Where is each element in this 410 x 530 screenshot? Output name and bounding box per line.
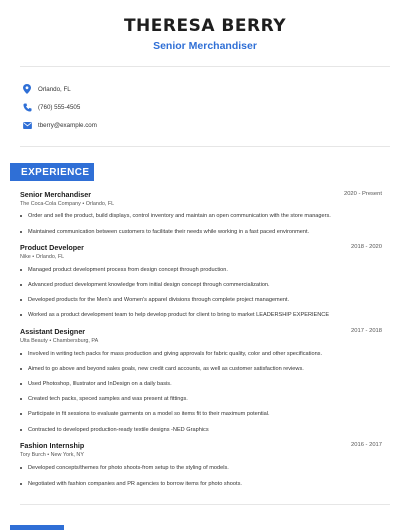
job-company-line: Nike • Orlando, FL <box>20 254 65 260</box>
contact-email-text: tberry@example.com <box>38 121 97 129</box>
resume-role: Senior Merchandiser <box>153 40 257 52</box>
job-bullet: Worked as a product development team to help develop product for client to bring to market LEADERSHIP EXPERIENCE <box>20 312 329 318</box>
job-bullet: Developed products for the Men's and Women's apparel divisions through complete project management. <box>20 297 289 303</box>
footer-divider <box>20 504 390 505</box>
job-bullet: Negotiated with fashion companies and PR agencies to borrow items for photo shoots. <box>20 481 242 487</box>
contact-location-text: Orlando, FL <box>38 85 71 93</box>
job-location: Chambersburg, PA <box>52 338 99 344</box>
job-dates: 2018 - 2020 <box>351 244 382 250</box>
job-title: Senior Merchandiser <box>20 190 92 199</box>
job-bullet: Created tech packs, speced samples and was present at fittings. <box>20 396 188 402</box>
job-company-line: Ulta Beauty • Chambersburg, PA <box>20 338 99 344</box>
job-company: Nike <box>20 254 31 260</box>
job-dates: 2020 - Present <box>343 191 382 197</box>
job-bullet: Contracted to developed production-ready textile designs -NED Graphics <box>20 427 209 433</box>
next-section-heading-bar <box>10 525 64 530</box>
job-title: Fashion Internship <box>20 441 85 450</box>
job-bullet: Maintained communication between customers to facilitate their needs while working in a fast paced environment. <box>20 229 309 235</box>
job-company: The Coca-Cola Company <box>20 201 81 207</box>
job-dates: 2016 - 2017 <box>351 442 382 448</box>
job-bullet: Order and sell the product, build displays, control inventory and maintain an open communication with the store managers. <box>20 213 331 219</box>
job-title: Product Developer <box>20 243 84 252</box>
job-bullet: Developed concepts/themes for photo shoots-from setup to the styling of models. <box>20 465 229 471</box>
contact-location <box>22 83 71 95</box>
job-title: Assistant Designer <box>20 327 86 336</box>
job-bullet: Participate in fit sessions to evaluate garments on a model so items fit to their maximum potential. <box>20 411 270 417</box>
job-company: Ulta Beauty <box>20 338 48 344</box>
phone-icon <box>22 102 32 112</box>
job-bullet: Advanced product development knowledge from initial design concept through commercialization. <box>20 282 270 288</box>
job-location: Orlando, FL <box>85 201 115 207</box>
contact-phone-text: (760) 555-4505 <box>38 103 81 111</box>
contact-phone <box>22 101 80 113</box>
location-pin-icon <box>22 84 32 94</box>
job-bullet: Involved in writing tech packs for mass production and giving approvals for fabric quality, color and other specifications. <box>20 351 322 357</box>
contact-email <box>22 119 97 131</box>
email-icon <box>22 120 32 130</box>
job-location: New York, NY <box>50 452 84 458</box>
experience-heading: EXPERIENCE <box>10 163 94 181</box>
job-company-line: The Coca-Cola Company • Orlando, FL <box>20 201 115 207</box>
job-bullet: Used Photoshop, Illustrator and InDesign on a daily basis. <box>20 381 172 387</box>
header-divider <box>20 66 390 67</box>
job-bullet: Aimed to go above and beyond sales goals, new credit card accounts, as well as customer satisfaction reviews. <box>20 366 304 372</box>
job-location: Orlando, FL <box>35 254 65 260</box>
resume-name: THERESA BERRY <box>123 16 287 36</box>
job-dates: 2017 - 2018 <box>351 328 382 334</box>
job-bullet: Managed product development process from design concept through production. <box>20 267 228 273</box>
job-company-line: Tory Burch • New York, NY <box>20 452 84 458</box>
job-company: Tory Burch <box>20 452 46 458</box>
contact-divider <box>20 146 390 147</box>
